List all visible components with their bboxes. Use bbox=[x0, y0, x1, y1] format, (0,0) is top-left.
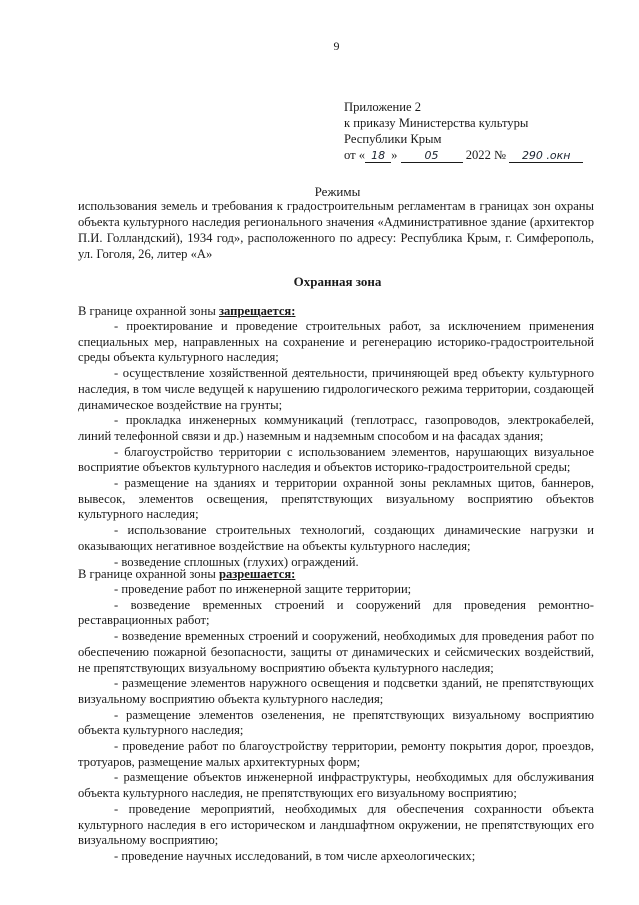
appendix-date-line bbox=[344, 147, 624, 163]
permitted-item: - проведение научных исследований, в том числе археологических; bbox=[114, 848, 476, 863]
handwritten-order-number: 290 .окн bbox=[509, 149, 583, 163]
prohibited-item: - благоустройство территории с использованием элементов, нарушающих визуальное восприятие объектов культурного наследия и объектов историко-градостроительной среды; bbox=[78, 444, 594, 475]
permitted-colon: : bbox=[291, 567, 296, 581]
prohibited-lead-text: В границе охранной зоны bbox=[78, 304, 219, 318]
prohibited-item: - размещение на зданиях и территории охранной зоны рекламных щитов, баннеров, вывесок, элементов освещения, препятствующих визуальному восприятию объектов культурного наследия; bbox=[78, 476, 594, 522]
handwritten-month: 05 bbox=[401, 149, 463, 163]
prohibited-keyword: запрещается bbox=[218, 304, 292, 318]
prohibited-section bbox=[78, 303, 594, 570]
permitted-item: - возведение временных строений и сооружений, необходимых для проведения работ по обеспечению пожарной безопасности, защиты от динамических и сейсмических воздействий, не препятствующих визуальному восприятию объекта культурного наследия; bbox=[78, 629, 594, 675]
permitted-item: - проведение мероприятий, необходимых для обеспечения сохранности объекта культурного наследия в его историческом и ландшафтном окружении, не препятствующих его визуальному восприятию; bbox=[78, 801, 594, 848]
permitted-lead-text: В границе охранной зоны bbox=[78, 567, 219, 581]
prohibited-item: - прокладка инженерных коммуникаций (теплотрасс, газопроводов, электрокабелей, линий телефонной связи и др.) наземным и надземным способом и на фасадах здания; bbox=[78, 413, 594, 443]
appendix-line-1: Приложение 2 bbox=[344, 100, 422, 114]
permitted-item: - проведение работ по инженерной защите территории; bbox=[114, 582, 412, 596]
prohibited-item: - использование строительных технологий, создающих динамические нагрузки и оказывающих негативное воздействие на объекты культурного наследия; bbox=[78, 523, 594, 553]
page-number: 9 bbox=[333, 39, 340, 53]
date-prefix: от « bbox=[344, 148, 366, 162]
prohibited-lead bbox=[78, 303, 594, 319]
permitted-item: - проведение работ по благоустройству территории, ремонту покрытия дорог, проездов, тротуаров, размещение малых архитектурных форм; bbox=[78, 739, 594, 769]
prohibited-item: - осуществление хозяйственной деятельности, причиняющей вред объекту культурного наследия, в том числе ведущей к нарушению гидрологического режима территории, создающей динамическое воздействие на грунты; bbox=[78, 366, 594, 412]
handwritten-day: 18 bbox=[365, 149, 391, 163]
appendix-line-2: к приказу Министерства культуры bbox=[344, 116, 529, 130]
permitted-section bbox=[78, 566, 594, 865]
section-title: Охранная зона bbox=[293, 274, 382, 289]
prohibited-colon: : bbox=[291, 304, 296, 318]
appendix-block bbox=[344, 99, 624, 163]
permitted-item: - возведение временных строений и сооружений для проведения ремонтно-реставрационных работ; bbox=[78, 597, 594, 628]
permitted-item: - размещение элементов наружного освещения и подсветки зданий, не препятствующих визуальному восприятию объекта культурного наследия; bbox=[78, 676, 594, 706]
document-title: Режимы bbox=[314, 184, 361, 199]
permitted-lead bbox=[78, 566, 594, 582]
permitted-item: - размещение элементов озеленения, не препятствующих визуальному восприятию объекта культурного наследия; bbox=[78, 707, 594, 738]
prohibited-item: - возведение сплошных (глухих) ограждений. bbox=[114, 554, 359, 569]
appendix-line-3: Республики Крым bbox=[344, 132, 442, 146]
permitted-keyword: разрешается bbox=[218, 567, 292, 581]
date-year-text: 2022 № bbox=[465, 148, 507, 162]
permitted-item: - размещение объектов инженерной инфраструктуры, необходимых для обслуживания объекта культурного наследия, не препятствующих его визуальному восприятию; bbox=[78, 770, 594, 801]
prohibited-item: - проектирование и проведение строительных работ, за исключением применения специальных мер, направленных на сохранение и регенерацию историко-градостроительной среды объекта культурного наследия; bbox=[78, 319, 594, 365]
intro-paragraph: использования земель и требования к градостроительным регламентам в границах зон охраны объекта культурного наследия регионального значения «Административное здание (архитектор П.И. Голландский), 1934 год», расположенного по адресу: Республика Крым, г. Симферополь, ул. Гоголя, 26, литер «А» bbox=[78, 199, 594, 261]
date-day-suffix: » bbox=[391, 148, 398, 162]
